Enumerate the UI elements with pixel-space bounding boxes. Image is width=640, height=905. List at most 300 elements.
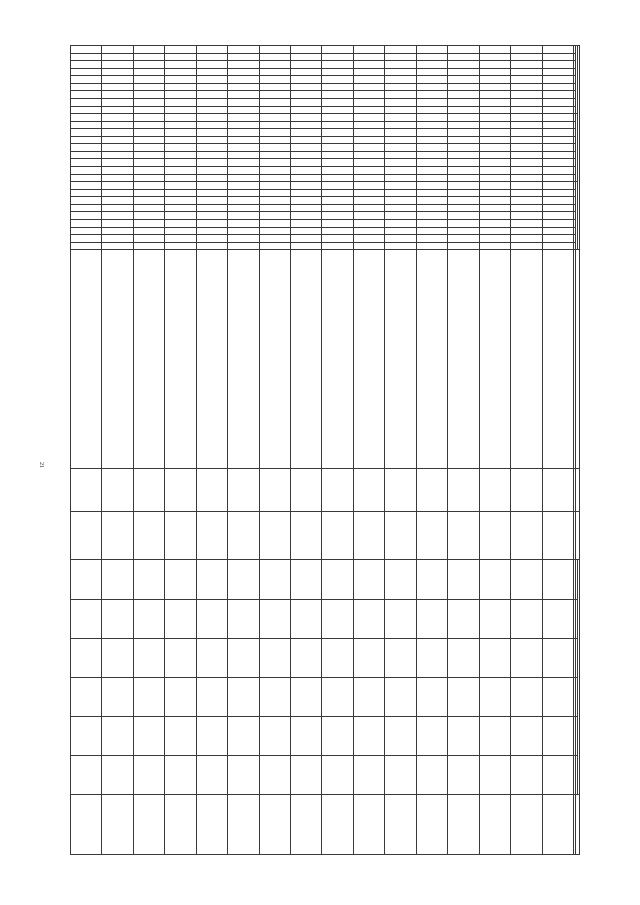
code-cell — [71, 167, 102, 175]
code-cell — [511, 182, 542, 190]
code-cell — [71, 159, 102, 167]
value-cell — [479, 638, 510, 677]
unit-cell — [542, 468, 573, 512]
code-cell — [291, 46, 322, 54]
code-cell — [196, 129, 227, 137]
code-cell — [102, 242, 133, 250]
responsible-cell — [479, 794, 510, 854]
column-numbers-row — [574, 46, 576, 855]
rotated-table-wrapper — [70, 45, 580, 855]
code-cell — [133, 144, 164, 152]
code-cell — [385, 68, 416, 76]
code-cell — [385, 83, 416, 91]
value-cell — [448, 677, 479, 716]
code-cell — [385, 136, 416, 144]
code-cell — [291, 212, 322, 220]
code-cell — [228, 91, 259, 99]
code-cell — [448, 159, 479, 167]
value-cell — [71, 677, 102, 716]
code-cell — [416, 114, 447, 122]
unit-cell — [385, 468, 416, 512]
code-cell — [102, 98, 133, 106]
code-cell — [448, 182, 479, 190]
code-cell — [479, 242, 510, 250]
code-cell — [165, 219, 196, 227]
value-cell — [165, 599, 196, 638]
code-cell — [416, 235, 447, 243]
code-cell — [165, 151, 196, 159]
value-cell — [322, 638, 353, 677]
value-cell — [511, 560, 542, 599]
column-number — [574, 114, 576, 122]
code-cell — [71, 98, 102, 106]
value-cell — [165, 677, 196, 716]
code-cell — [479, 53, 510, 61]
code-cell — [71, 83, 102, 91]
code-cell — [71, 129, 102, 137]
column-number — [574, 68, 576, 76]
code-cell — [228, 167, 259, 175]
base-value-cell — [385, 512, 416, 560]
code-cell — [228, 53, 259, 61]
table-header — [574, 46, 580, 855]
code-cell — [322, 114, 353, 122]
code-cell — [228, 83, 259, 91]
code-cell — [228, 61, 259, 69]
code-cell — [448, 68, 479, 76]
code-cell — [259, 174, 290, 182]
code-cell — [228, 219, 259, 227]
code-cell — [353, 235, 384, 243]
value-cell — [291, 560, 322, 599]
code-cell — [133, 227, 164, 235]
value-cell — [228, 599, 259, 638]
code-cell — [322, 227, 353, 235]
value-cell — [196, 599, 227, 638]
code-cell — [511, 136, 542, 144]
value-cell — [479, 599, 510, 638]
unit-cell — [511, 468, 542, 512]
code-cell — [448, 76, 479, 84]
code-cell — [322, 212, 353, 220]
value-cell — [228, 677, 259, 716]
code-cell — [511, 129, 542, 137]
responsible-cell — [228, 794, 259, 854]
code-cell — [133, 76, 164, 84]
code-cell — [102, 114, 133, 122]
code-cell — [385, 129, 416, 137]
value-cell — [542, 677, 573, 716]
code-cell — [479, 61, 510, 69]
code-cell — [165, 144, 196, 152]
code-cell — [71, 235, 102, 243]
code-cell — [291, 91, 322, 99]
code-cell — [542, 68, 573, 76]
code-cell — [102, 136, 133, 144]
code-cell — [102, 76, 133, 84]
column-number — [574, 197, 576, 205]
code-cell — [196, 121, 227, 129]
code-cell — [322, 242, 353, 250]
table-row — [71, 46, 102, 855]
base-value-cell — [102, 512, 133, 560]
code-cell — [291, 83, 322, 91]
value-cell — [196, 638, 227, 677]
header-responsible — [576, 794, 580, 854]
code-cell — [228, 235, 259, 243]
column-number — [574, 136, 576, 144]
code-cell — [133, 219, 164, 227]
value-cell — [228, 755, 259, 794]
code-cell — [385, 98, 416, 106]
value-cell — [71, 599, 102, 638]
code-cell — [259, 242, 290, 250]
code-cell — [228, 182, 259, 190]
code-cell — [353, 182, 384, 190]
code-cell — [259, 212, 290, 220]
code-cell — [133, 129, 164, 137]
code-cell — [196, 242, 227, 250]
code-cell — [322, 144, 353, 152]
code-cell — [259, 159, 290, 167]
value-cell — [416, 716, 447, 755]
code-cell — [542, 114, 573, 122]
code-cell — [542, 167, 573, 175]
code-cell — [353, 212, 384, 220]
code-cell — [322, 68, 353, 76]
column-number — [574, 212, 576, 220]
code-cell — [291, 204, 322, 212]
column-number — [574, 61, 576, 69]
code-cell — [259, 121, 290, 129]
table-row — [542, 46, 573, 855]
code-cell — [385, 167, 416, 175]
code-cell — [542, 227, 573, 235]
code-cell — [448, 114, 479, 122]
value-cell — [259, 560, 290, 599]
code-cell — [71, 91, 102, 99]
value-cell — [259, 716, 290, 755]
code-cell — [448, 106, 479, 114]
code-cell — [353, 114, 384, 122]
column-number — [574, 242, 576, 250]
code-cell — [259, 189, 290, 197]
unit-cell — [259, 468, 290, 512]
code-cell — [385, 53, 416, 61]
base-value-cell — [196, 512, 227, 560]
code-cell — [448, 144, 479, 152]
column-number — [574, 159, 576, 167]
column-number — [574, 76, 576, 84]
value-cell — [102, 560, 133, 599]
code-cell — [228, 76, 259, 84]
code-cell — [228, 151, 259, 159]
code-cell — [322, 91, 353, 99]
code-cell — [416, 189, 447, 197]
unit-cell — [322, 468, 353, 512]
value-cell — [385, 560, 416, 599]
value-cell — [416, 677, 447, 716]
code-cell — [165, 83, 196, 91]
code-cell — [385, 189, 416, 197]
code-cell — [228, 121, 259, 129]
code-cell — [479, 114, 510, 122]
code-cell — [385, 46, 416, 54]
code-cell — [479, 174, 510, 182]
unit-cell — [165, 468, 196, 512]
code-cell — [416, 83, 447, 91]
code-cell — [511, 46, 542, 54]
code-cell — [322, 167, 353, 175]
value-cell — [353, 716, 384, 755]
base-value-cell — [228, 512, 259, 560]
code-cell — [291, 189, 322, 197]
unit-cell — [479, 468, 510, 512]
code-cell — [385, 227, 416, 235]
column-number — [574, 106, 576, 114]
value-cell — [291, 599, 322, 638]
code-cell — [511, 151, 542, 159]
indicator-cell — [196, 250, 227, 468]
value-cell — [196, 716, 227, 755]
code-cell — [322, 174, 353, 182]
code-cell — [71, 76, 102, 84]
code-cell — [322, 98, 353, 106]
indicator-cell — [416, 250, 447, 468]
column-number — [574, 235, 576, 243]
code-cell — [511, 114, 542, 122]
code-cell — [165, 46, 196, 54]
code-cell — [133, 53, 164, 61]
value-cell — [542, 599, 573, 638]
unit-cell — [448, 468, 479, 512]
responsible-cell — [385, 794, 416, 854]
code-cell — [353, 189, 384, 197]
code-cell — [448, 121, 479, 129]
value-cell — [479, 677, 510, 716]
code-cell — [322, 197, 353, 205]
code-cell — [259, 129, 290, 137]
value-cell — [165, 560, 196, 599]
value-cell — [448, 560, 479, 599]
code-cell — [353, 61, 384, 69]
code-cell — [196, 219, 227, 227]
code-cell — [228, 114, 259, 122]
code-cell — [196, 61, 227, 69]
value-cell — [511, 638, 542, 677]
code-cell — [511, 242, 542, 250]
header-year — [576, 755, 578, 794]
base-value-cell — [259, 512, 290, 560]
code-cell — [322, 182, 353, 190]
code-cell — [133, 61, 164, 69]
code-cell — [479, 91, 510, 99]
header-year — [576, 716, 578, 755]
code-cell — [448, 98, 479, 106]
code-cell — [511, 68, 542, 76]
code-cell — [511, 174, 542, 182]
value-cell — [196, 560, 227, 599]
table-row — [479, 46, 510, 855]
code-cell — [102, 197, 133, 205]
code-cell — [133, 68, 164, 76]
code-cell — [291, 76, 322, 84]
unit-cell — [228, 468, 259, 512]
base-value-cell — [542, 512, 573, 560]
code-cell — [511, 189, 542, 197]
code-cell — [479, 219, 510, 227]
code-cell — [165, 129, 196, 137]
code-cell — [322, 151, 353, 159]
base-value-cell — [448, 512, 479, 560]
code-cell — [133, 204, 164, 212]
code-cell — [416, 76, 447, 84]
code-cell — [448, 61, 479, 69]
code-cell — [228, 129, 259, 137]
value-cell — [228, 638, 259, 677]
code-cell — [479, 235, 510, 243]
code-cell — [102, 129, 133, 137]
code-cell — [228, 68, 259, 76]
code-cell — [479, 144, 510, 152]
value-cell — [479, 716, 510, 755]
base-value-cell — [165, 512, 196, 560]
header-base-value — [576, 512, 580, 560]
value-cell — [102, 677, 133, 716]
code-cell — [448, 53, 479, 61]
code-cell — [196, 114, 227, 122]
indicator-cell — [291, 250, 322, 468]
code-cell — [228, 189, 259, 197]
code-cell — [542, 136, 573, 144]
code-cell — [133, 136, 164, 144]
code-cell — [385, 204, 416, 212]
code-cell — [385, 91, 416, 99]
code-cell — [511, 219, 542, 227]
code-cell — [102, 235, 133, 243]
header-code-subgroup — [576, 114, 578, 182]
code-cell — [228, 174, 259, 182]
code-cell — [385, 159, 416, 167]
code-cell — [196, 76, 227, 84]
code-cell — [416, 106, 447, 114]
value-cell — [133, 677, 164, 716]
code-cell — [353, 46, 384, 54]
value-cell — [353, 560, 384, 599]
base-value-cell — [71, 512, 102, 560]
code-cell — [259, 204, 290, 212]
code-cell — [196, 53, 227, 61]
code-cell — [416, 174, 447, 182]
value-cell — [259, 755, 290, 794]
code-cell — [353, 159, 384, 167]
column-number — [574, 151, 576, 159]
code-cell — [479, 167, 510, 175]
code-cell — [165, 121, 196, 129]
code-cell — [385, 182, 416, 190]
code-cell — [165, 167, 196, 175]
code-cell — [479, 182, 510, 190]
indicator-cell — [353, 250, 384, 468]
code-cell — [291, 167, 322, 175]
code-cell — [322, 83, 353, 91]
column-number — [574, 468, 576, 512]
code-cell — [511, 83, 542, 91]
code-cell — [71, 114, 102, 122]
code-cell — [165, 182, 196, 190]
code-cell — [291, 235, 322, 243]
column-number — [574, 182, 576, 190]
column-number — [574, 129, 576, 137]
code-cell — [165, 98, 196, 106]
code-cell — [133, 91, 164, 99]
code-cell — [102, 121, 133, 129]
code-cell — [133, 46, 164, 54]
code-cell — [291, 144, 322, 152]
code-cell — [196, 83, 227, 91]
code-cell — [448, 136, 479, 144]
code-cell — [479, 189, 510, 197]
code-cell — [385, 174, 416, 182]
code-cell — [102, 167, 133, 175]
code-cell — [448, 212, 479, 220]
code-cell — [165, 61, 196, 69]
code-cell — [102, 204, 133, 212]
code-cell — [291, 106, 322, 114]
code-cell — [196, 151, 227, 159]
code-cell — [511, 212, 542, 220]
code-cell — [542, 189, 573, 197]
code-cell — [259, 151, 290, 159]
code-cell — [385, 242, 416, 250]
column-number — [574, 174, 576, 182]
responsible-cell — [322, 794, 353, 854]
code-cell — [385, 235, 416, 243]
code-cell — [196, 98, 227, 106]
code-cell — [542, 129, 573, 137]
code-cell — [542, 151, 573, 159]
code-cell — [479, 197, 510, 205]
code-cell — [479, 227, 510, 235]
code-cell — [291, 219, 322, 227]
code-cell — [322, 159, 353, 167]
code-cell — [196, 106, 227, 114]
code-cell — [353, 151, 384, 159]
value-cell — [259, 638, 290, 677]
code-cell — [479, 136, 510, 144]
code-cell — [102, 83, 133, 91]
code-cell — [71, 121, 102, 129]
code-cell — [102, 91, 133, 99]
code-cell — [71, 151, 102, 159]
column-number — [574, 121, 576, 129]
code-cell — [71, 182, 102, 190]
unit-cell — [196, 468, 227, 512]
code-cell — [322, 53, 353, 61]
column-number — [574, 204, 576, 212]
code-cell — [165, 91, 196, 99]
code-cell — [165, 53, 196, 61]
column-number — [574, 98, 576, 106]
code-cell — [102, 174, 133, 182]
code-cell — [133, 114, 164, 122]
code-cell — [416, 91, 447, 99]
code-cell — [448, 46, 479, 54]
code-cell — [353, 98, 384, 106]
code-cell — [259, 219, 290, 227]
code-cell — [416, 159, 447, 167]
value-cell — [228, 716, 259, 755]
